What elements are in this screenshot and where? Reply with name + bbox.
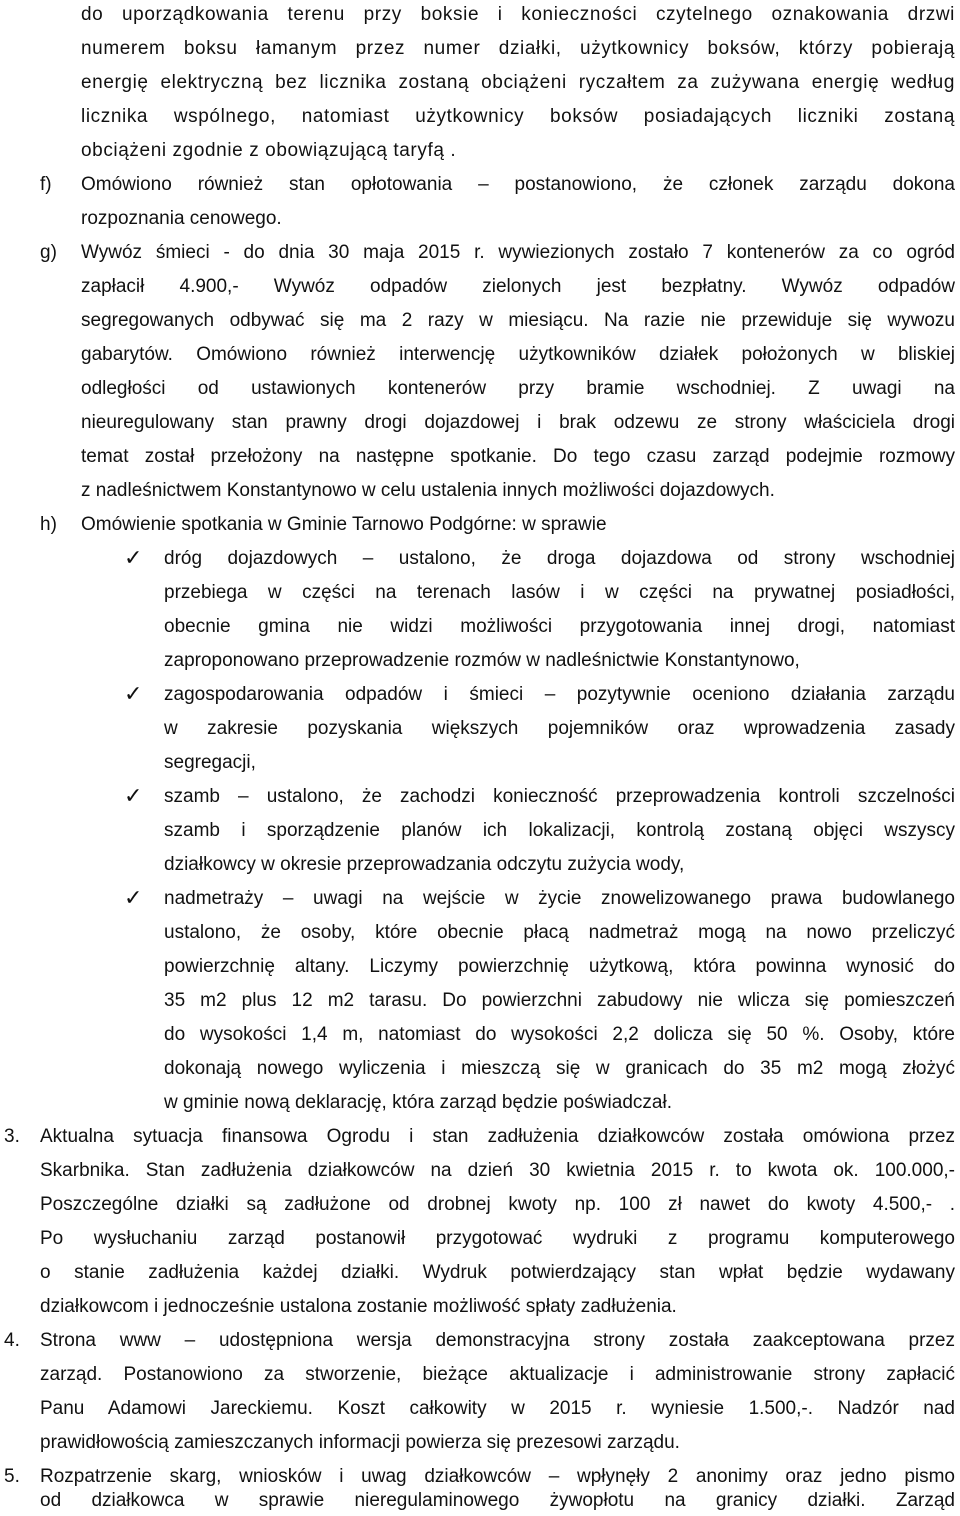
- item-g-line: temat został przełożony na następne spotkanie. Do tego czasu zarząd podejmie rozmowy: [81, 446, 955, 467]
- bullet-line: segregacji,: [164, 752, 256, 773]
- section-5-line: od działkowca w sprawie nieregulaminowego żywopłotu na granicy działki. Zarząd: [40, 1490, 955, 1511]
- bullet-line: obecnie gmina nie widzi możliwości przygotowania innej drogi, natomiast: [164, 616, 955, 637]
- bullet-line: do wysokości 1,4 m, natomiast do wysokości 2,2 dolicza się 50 %. Osoby, które: [164, 1024, 955, 1045]
- item-g-line: Wywóz śmieci - do dnia 30 maja 2015 r. wywiezionych zostało 7 kontenerów za co ogród: [81, 242, 955, 263]
- section-number: 5.: [4, 1466, 20, 1487]
- section-4-line: zarząd. Postanowiono za stworzenie, bieżące aktualizacje i administrowanie strony zapłacić: [40, 1364, 955, 1385]
- bullet-line: dróg dojazdowych – ustalono, że droga dojazdowa od strony wschodniej: [164, 548, 955, 569]
- section-3-line: Aktualna sytuacja finansowa Ogrodu i stan zadłużenia działkowców została omówiona przez: [40, 1126, 955, 1147]
- item-marker: f): [40, 174, 52, 195]
- bullet-line: nadmetraży – uwagi na wejście w życie znowelizowanego prawa budowlanego: [164, 888, 955, 909]
- intro-line: numerem boksu łamanym przez numer działki, użytkownicy boksów, którzy pobierają: [81, 38, 955, 59]
- check-icon: ✓: [124, 682, 143, 707]
- item-marker: g): [40, 242, 57, 263]
- item-f-line: rozpoznania cenowego.: [81, 208, 282, 229]
- item-g-line: nieuregulowany stan prawny drogi dojazdowej i brak odzewu ze strony właściciela drogi: [81, 412, 955, 433]
- bullet-line: szamb i sporządzenie planów ich lokalizacji, kontrolą zostaną objęci wszyscy: [164, 820, 955, 841]
- bullet-line: w gminie nową deklarację, która zarząd będzie poświadczał.: [164, 1092, 672, 1113]
- section-4-line: Strona www – udostępniona wersja demonstracyjna strony została zaakceptowana przez: [40, 1330, 955, 1351]
- section-number: 3.: [4, 1126, 20, 1147]
- item-g-line: z nadleśnictwem Konstantynowo w celu ustalenia innych możliwości dojazdowych.: [81, 480, 775, 501]
- section-number: 4.: [4, 1330, 20, 1351]
- item-g-line: zapłacił 4.900,- Wywóz odpadów zielonych jest bezpłatny. Wywóz odpadów: [81, 276, 955, 297]
- section-4-line: prawidłowością zamieszczanych informacji powierza się prezesowi zarządu.: [40, 1432, 680, 1453]
- section-4-line: Panu Adamowi Jareckiemu. Koszt całkowity w 2015 r. wyniesie 1.500,-. Nadzór nad: [40, 1398, 955, 1419]
- bullet-line: 35 m2 plus 12 m2 tarasu. Do powierzchni zabudowy nie wlicza się pomieszczeń: [164, 990, 955, 1011]
- section-3-line: o stanie zadłużenia każdej działki. Wydruk potwierdzający stan wpłat będzie wydawany: [40, 1262, 955, 1283]
- intro-line: licznika wspólnego, natomiast użytkownicy boksów posiadających liczniki zostaną: [81, 106, 955, 127]
- bullet-line: działkowcy w okresie przeprowadzania odczytu zużycia wody,: [164, 854, 685, 875]
- bullet-line: zaproponowano przeprowadzenie rozmów w nadleśnictwie Konstantynowo,: [164, 650, 800, 671]
- item-f-line: Omówiono również stan opłotowania – postanowiono, że członek zarządu dokona: [81, 174, 955, 195]
- bullet-line: w zakresie pozyskania większych pojemników oraz wprowadzenia zasady: [164, 718, 955, 739]
- bullet-line: przebiega w części na terenach lasów i w części na prywatnej posiadłości,: [164, 582, 955, 603]
- section-3-line: Skarbnika. Stan zadłużenia działkowców na dzień 30 kwietnia 2015 r. to kwota ok. 100.000,-: [40, 1160, 955, 1181]
- bullet-line: zagospodarowania odpadów i śmieci – pozytywnie oceniono działania zarządu: [164, 684, 955, 705]
- intro-line: obciążeni zgodnie z obowiązującą taryfą .: [81, 140, 457, 161]
- check-icon: ✓: [124, 784, 143, 809]
- bullet-line: dokonają nowego wyliczenia i mieszczą się w granicach do 35 m2 mogą złożyć: [164, 1058, 955, 1079]
- section-3-line: działkowcom i jednocześnie ustalona zostanie możliwość spłaty zadłużenia.: [40, 1296, 677, 1317]
- bullet-line: ustalono, że osoby, które obecnie płacą nadmetraż mogą na nowo przeliczyć: [164, 922, 955, 943]
- section-3-line: Po wysłuchaniu zarząd postanowił przygotować wydruki z programu komputerowego: [40, 1228, 955, 1249]
- intro-line: energię elektryczną bez licznika zostaną obciążeni ryczałtem za zużywana energię według: [81, 72, 955, 93]
- item-marker: h): [40, 514, 57, 535]
- check-icon: ✓: [124, 886, 143, 911]
- intro-line: do uporządkowania terenu przy boksie i konieczności czytelnego oznakowania drzwi: [81, 4, 955, 25]
- bullet-line: szamb – ustalono, że zachodzi konieczność przeprowadzenia kontroli szczelności: [164, 786, 955, 807]
- bullet-line: powierzchnię altany. Liczymy powierzchnię użytkową, która powinna wynosić do: [164, 956, 955, 977]
- item-h-line: Omówienie spotkania w Gminie Tarnowo Podgórne: w sprawie: [81, 514, 607, 535]
- section-5-line: Rozpatrzenie skarg, wniosków i uwag działkowców – wpłynęły 2 anonimy oraz jedno pismo: [40, 1466, 955, 1487]
- item-g-line: odległości od ustawionych kontenerów przy bramie wschodniej. Z uwagi na: [81, 378, 955, 399]
- item-g-line: gabarytów. Omówiono również interwencję użytkowników działek położonych w bliskiej: [81, 344, 955, 365]
- check-icon: ✓: [124, 546, 143, 571]
- item-g-line: segregowanych odbywać się ma 2 razy w miesiącu. Na razie nie przewiduje się wywozu: [81, 310, 955, 331]
- section-3-line: Poszczególne działki są zadłużone od drobnej kwoty np. 100 zł nawet do kwoty 4.500,- .: [40, 1194, 955, 1215]
